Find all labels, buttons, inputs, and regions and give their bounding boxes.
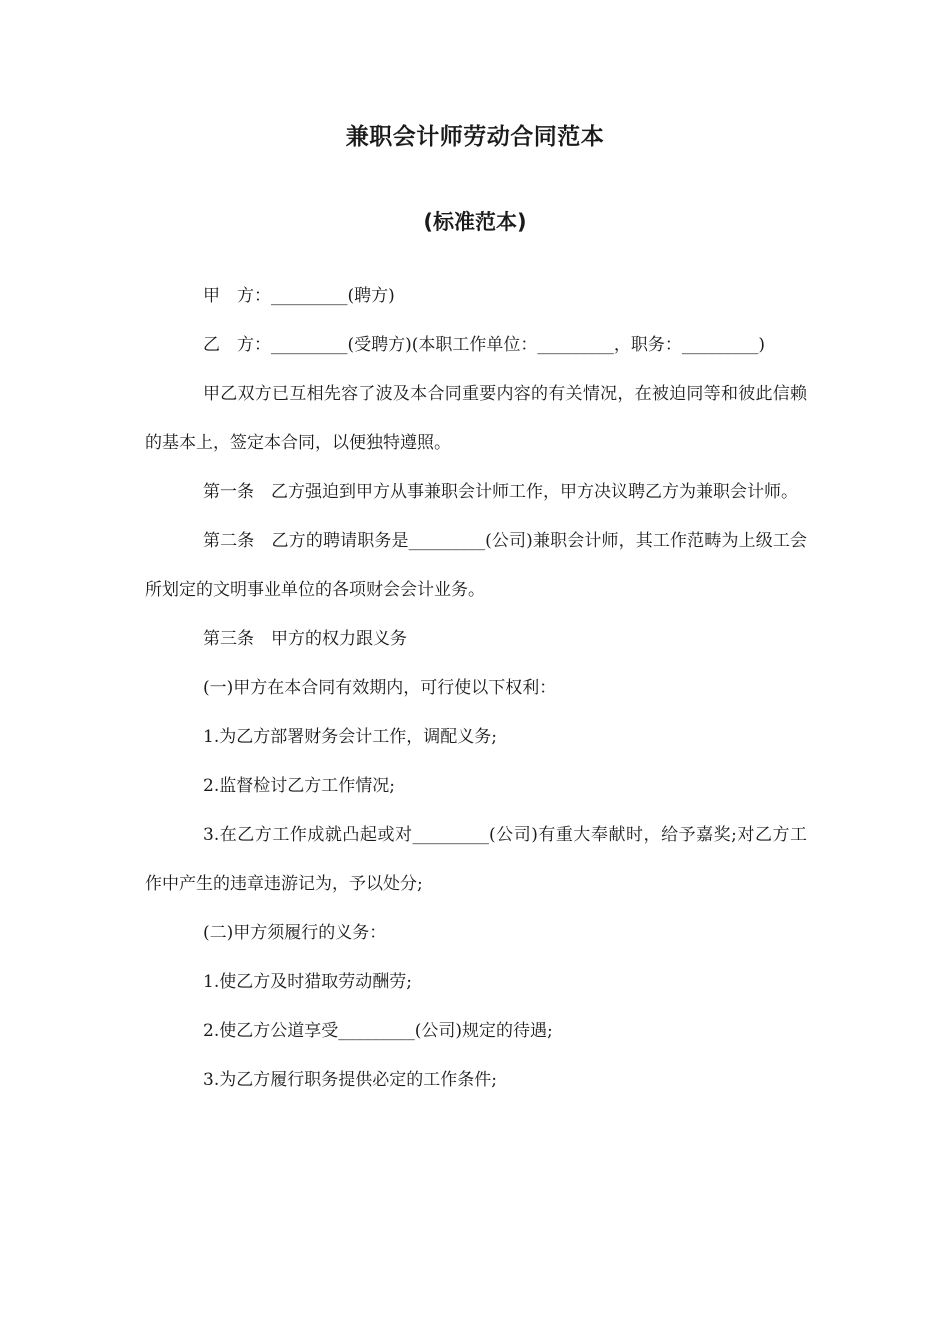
article-3-heading: 第三条 甲方的权力跟义务	[203, 629, 407, 649]
article-1: 第一条 乙方强迫到甲方从事兼职会计师工作，甲方决议聘乙方为兼职会计师。	[203, 482, 798, 502]
article-2: 第二条 乙方的聘请职务是_________(公司)兼职会计师，其工作范畴为上级工会所划定的文明事业单位的各项财会会计业务。	[145, 531, 807, 600]
document-subtitle: (标准范本)	[423, 210, 527, 234]
section-rights-heading: (一)甲方在本合同有效期内，可行使以下权利：	[203, 678, 557, 698]
duties-item-2: 2.使乙方公道享受_________(公司)规定的待遇;	[203, 1021, 553, 1041]
duties-item-3: 3.为乙方履行职务提供必定的工作条件;	[203, 1070, 497, 1090]
party-b-line: 乙 方：_________(受聘方)(本职工作单位：_________，职务：_________)	[203, 335, 766, 355]
preamble-paragraph: 甲乙双方已互相先容了波及本合同重要内容的有关情况，在被迫同等和彼此信赖的基本上，签定本合同，以便独特遵照。	[145, 384, 807, 453]
document-title: 兼职会计师劳动合同范本	[345, 124, 605, 150]
rights-item-2: 2.监督检讨乙方工作情况;	[203, 776, 395, 796]
rights-item-3: 3.在乙方工作成就凸起或对_________(公司)有重大奉献时，给予嘉奖;对乙方工作中产生的违章违游记为，予以处分;	[145, 825, 807, 894]
document-body	[145, 272, 807, 1105]
duties-item-1: 1.使乙方及时猎取劳动酬劳;	[203, 972, 412, 992]
rights-item-1: 1.为乙方部署财务会计工作，调配义务;	[203, 727, 497, 747]
section-duties-heading: (二)甲方须履行的义务：	[203, 923, 387, 943]
party-a-line: 甲 方：_________(聘方)	[203, 286, 395, 306]
